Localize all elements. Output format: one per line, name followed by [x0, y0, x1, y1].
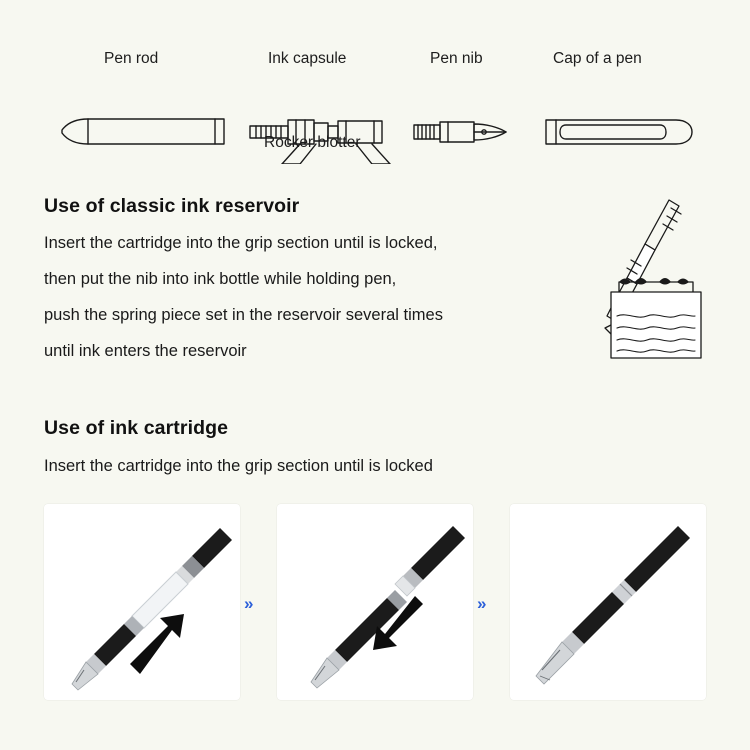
heading-classic-ink-reservoir: Use of classic ink reservoir — [44, 195, 300, 217]
ink-bottle-illustration — [597, 196, 717, 386]
classic-line-3: push the spring piece set in the reservoir several times — [44, 306, 443, 324]
photo-card-step-3 — [510, 504, 706, 700]
classic-line-4: until ink enters the reservoir — [44, 342, 247, 360]
step-separator-2: » — [477, 594, 485, 613]
pen-parts-drawing — [0, 34, 750, 164]
pen-with-cartridge-image — [277, 504, 473, 700]
ink-bottle-drawing — [597, 196, 717, 381]
label-pen-rod: Pen rod — [104, 50, 159, 67]
pen-with-converter-image — [44, 504, 240, 700]
photo-card-step-1 — [44, 504, 240, 700]
cartridge-line-1: Insert the cartridge into the grip section until is locked — [44, 457, 433, 475]
label-rocker-blotter: Rocker blotter — [264, 134, 361, 151]
step-separator-1: » — [244, 594, 252, 613]
label-ink-capsule: Ink capsule — [268, 50, 347, 67]
photo-card-step-2 — [277, 504, 473, 700]
label-cap-of-a-pen: Cap of a pen — [553, 50, 642, 67]
label-pen-nib: Pen nib — [430, 50, 483, 67]
assembly-steps — [0, 500, 750, 715]
pen-parts-diagram — [0, 34, 750, 164]
classic-line-2: then put the nib into ink bottle while holding pen, — [44, 270, 397, 288]
heading-ink-cartridge: Use of ink cartridge — [44, 417, 229, 439]
assembled-pen-image — [510, 504, 706, 700]
classic-line-1: Insert the cartridge into the grip section until is locked, — [44, 234, 438, 252]
